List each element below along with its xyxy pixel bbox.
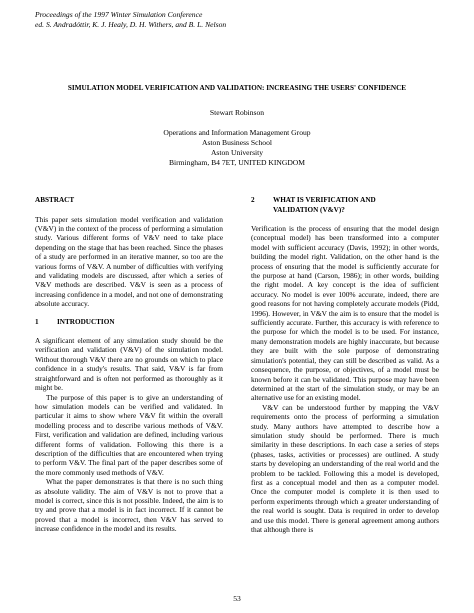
author-name: Stewart Robinson bbox=[209, 108, 265, 117]
section-title-line-2: VALIDATION (V&V)? bbox=[273, 205, 345, 214]
section-number: 2 bbox=[251, 196, 255, 204]
section2-paragraph: Verification is the process of ensuring that the model design (conceptual model) has been transformed into a computer model with sufficient accuracy (Davis, 1992); in other words, building the model right. Validation, on the other hand is the process of ensuring that the model is sufficiently accurate for the purpose at hand (Carson, 1986); in other words, building the right model. A key concept is the idea of sufficient accuracy. No model is ever 100% accurate, indeed, there are good reasons for not having completely accurate models (Pidd, 1996). However, in V&V the aim is to ensure that the model is sufficiently accurate. Further, this accuracy is with reference to the purpose for which the model is to be used. For instance, many demonstration models are highly inaccurate, but because they are built with the sole purpose of demonstrating simulation's potential, they can still be described as valid. As a consequence, the purpose, or objectives, of a model must be known before it can be validated. This purpose may have been determined at the start of the simulation study, or may be an alternative use for an existing model. bbox=[251, 224, 439, 403]
intro-paragraph: The purpose of this paper is to give an understanding of how simulation models can be verified and validated. In particular it aims to show where V&V fit within the overall modelling process and to describe various methods of V&V. First, verification and validation are defined, including various different forms of validation. Following this there is a description of the difficulties that are encountered when trying to perform V&V. The final part of the paper describes some of the more commonly used methods of V&V. bbox=[35, 392, 223, 477]
proceedings-line-1: Proceedings of the 1997 Winter Simulation Conference bbox=[35, 10, 203, 19]
page-number: 53 bbox=[233, 594, 241, 603]
proceedings-editors: ed. S. Andradóttir, K. J. Healy, D. H. Withers, and B. L. Nelson bbox=[35, 20, 227, 29]
section-title: INTRODUCTION bbox=[57, 317, 115, 326]
proceedings-header bbox=[35, 10, 226, 30]
affiliation-line: Birmingham, B4 7ET, UNITED KINGDOM bbox=[168, 158, 306, 167]
abstract-heading: ABSTRACT bbox=[35, 196, 75, 204]
introduction-heading bbox=[35, 318, 223, 328]
affiliation-line: Aston Business School bbox=[201, 138, 273, 147]
right-column bbox=[251, 196, 439, 534]
paper-title: SIMULATION MODEL VERIFICATION AND VALIDATION: INCREASING THE USERS' CONFIDENCE bbox=[67, 84, 407, 92]
affiliation-line: Aston University bbox=[210, 148, 264, 157]
section-title-line-1: WHAT IS VERIFICATION AND bbox=[273, 196, 376, 204]
section2-heading bbox=[251, 196, 439, 215]
section2-paragraph: V&V can be understood further by mapping the V&V requirements onto the process of performing a simulation study. Many authors have attempted to describe how a simulation study should be performed. There is much similarity in these descriptions. In each case a series of steps (phases, tasks, activities or processes) are outlined. A study starts by developing an understanding of the real world and the problem to be tackled. Following this a model is developed, first as a conceptual model and then as a computer model. Once the computer model is complete it is then used to perform experiments through which a greater understanding of the real world is sought. Data is required in order to develop and use this model. There is general agreement among authors that although there is bbox=[251, 402, 439, 534]
affiliation-line: Operations and Information Management Group bbox=[163, 128, 311, 137]
intro-paragraph: A significant element of any simulation study should be the verification and validation (V&V) of the simulation model. Without thorough V&V there are no grounds on which to place confidence in a study's results. That said, V&V is far from straightforward and is often not performed as thoroughly as it might be. bbox=[35, 336, 223, 393]
intro-paragraph: What the paper demonstrates is that there is no such thing as absolute validity. The aim of V&V is not to prove that a model is correct, since this is not possible. Indeed, the aim is to try and prove that a model is in fact incorrect. If it cannot be proved that a model is incorrect, then V&V has served to increase confidence in the model and its results. bbox=[35, 477, 223, 534]
section-number: 1 bbox=[35, 317, 39, 326]
abstract-text: This paper sets simulation model verification and validation (V&V) in the context of the process of performing a simulation study. Various different forms of V&V need to take place depending on the stage that has been reached. Since the phases of a study are performed in an iterative manner, so too are the various forms of V&V. A number of difficulties with verifying and validating models are discussed, after which a series of V&V methods are described. V&V is seen as a process of increasing confidence in a model, and not one of demonstrating absolute accuracy. bbox=[35, 214, 223, 309]
author-block bbox=[35, 108, 439, 168]
left-column bbox=[35, 196, 223, 534]
